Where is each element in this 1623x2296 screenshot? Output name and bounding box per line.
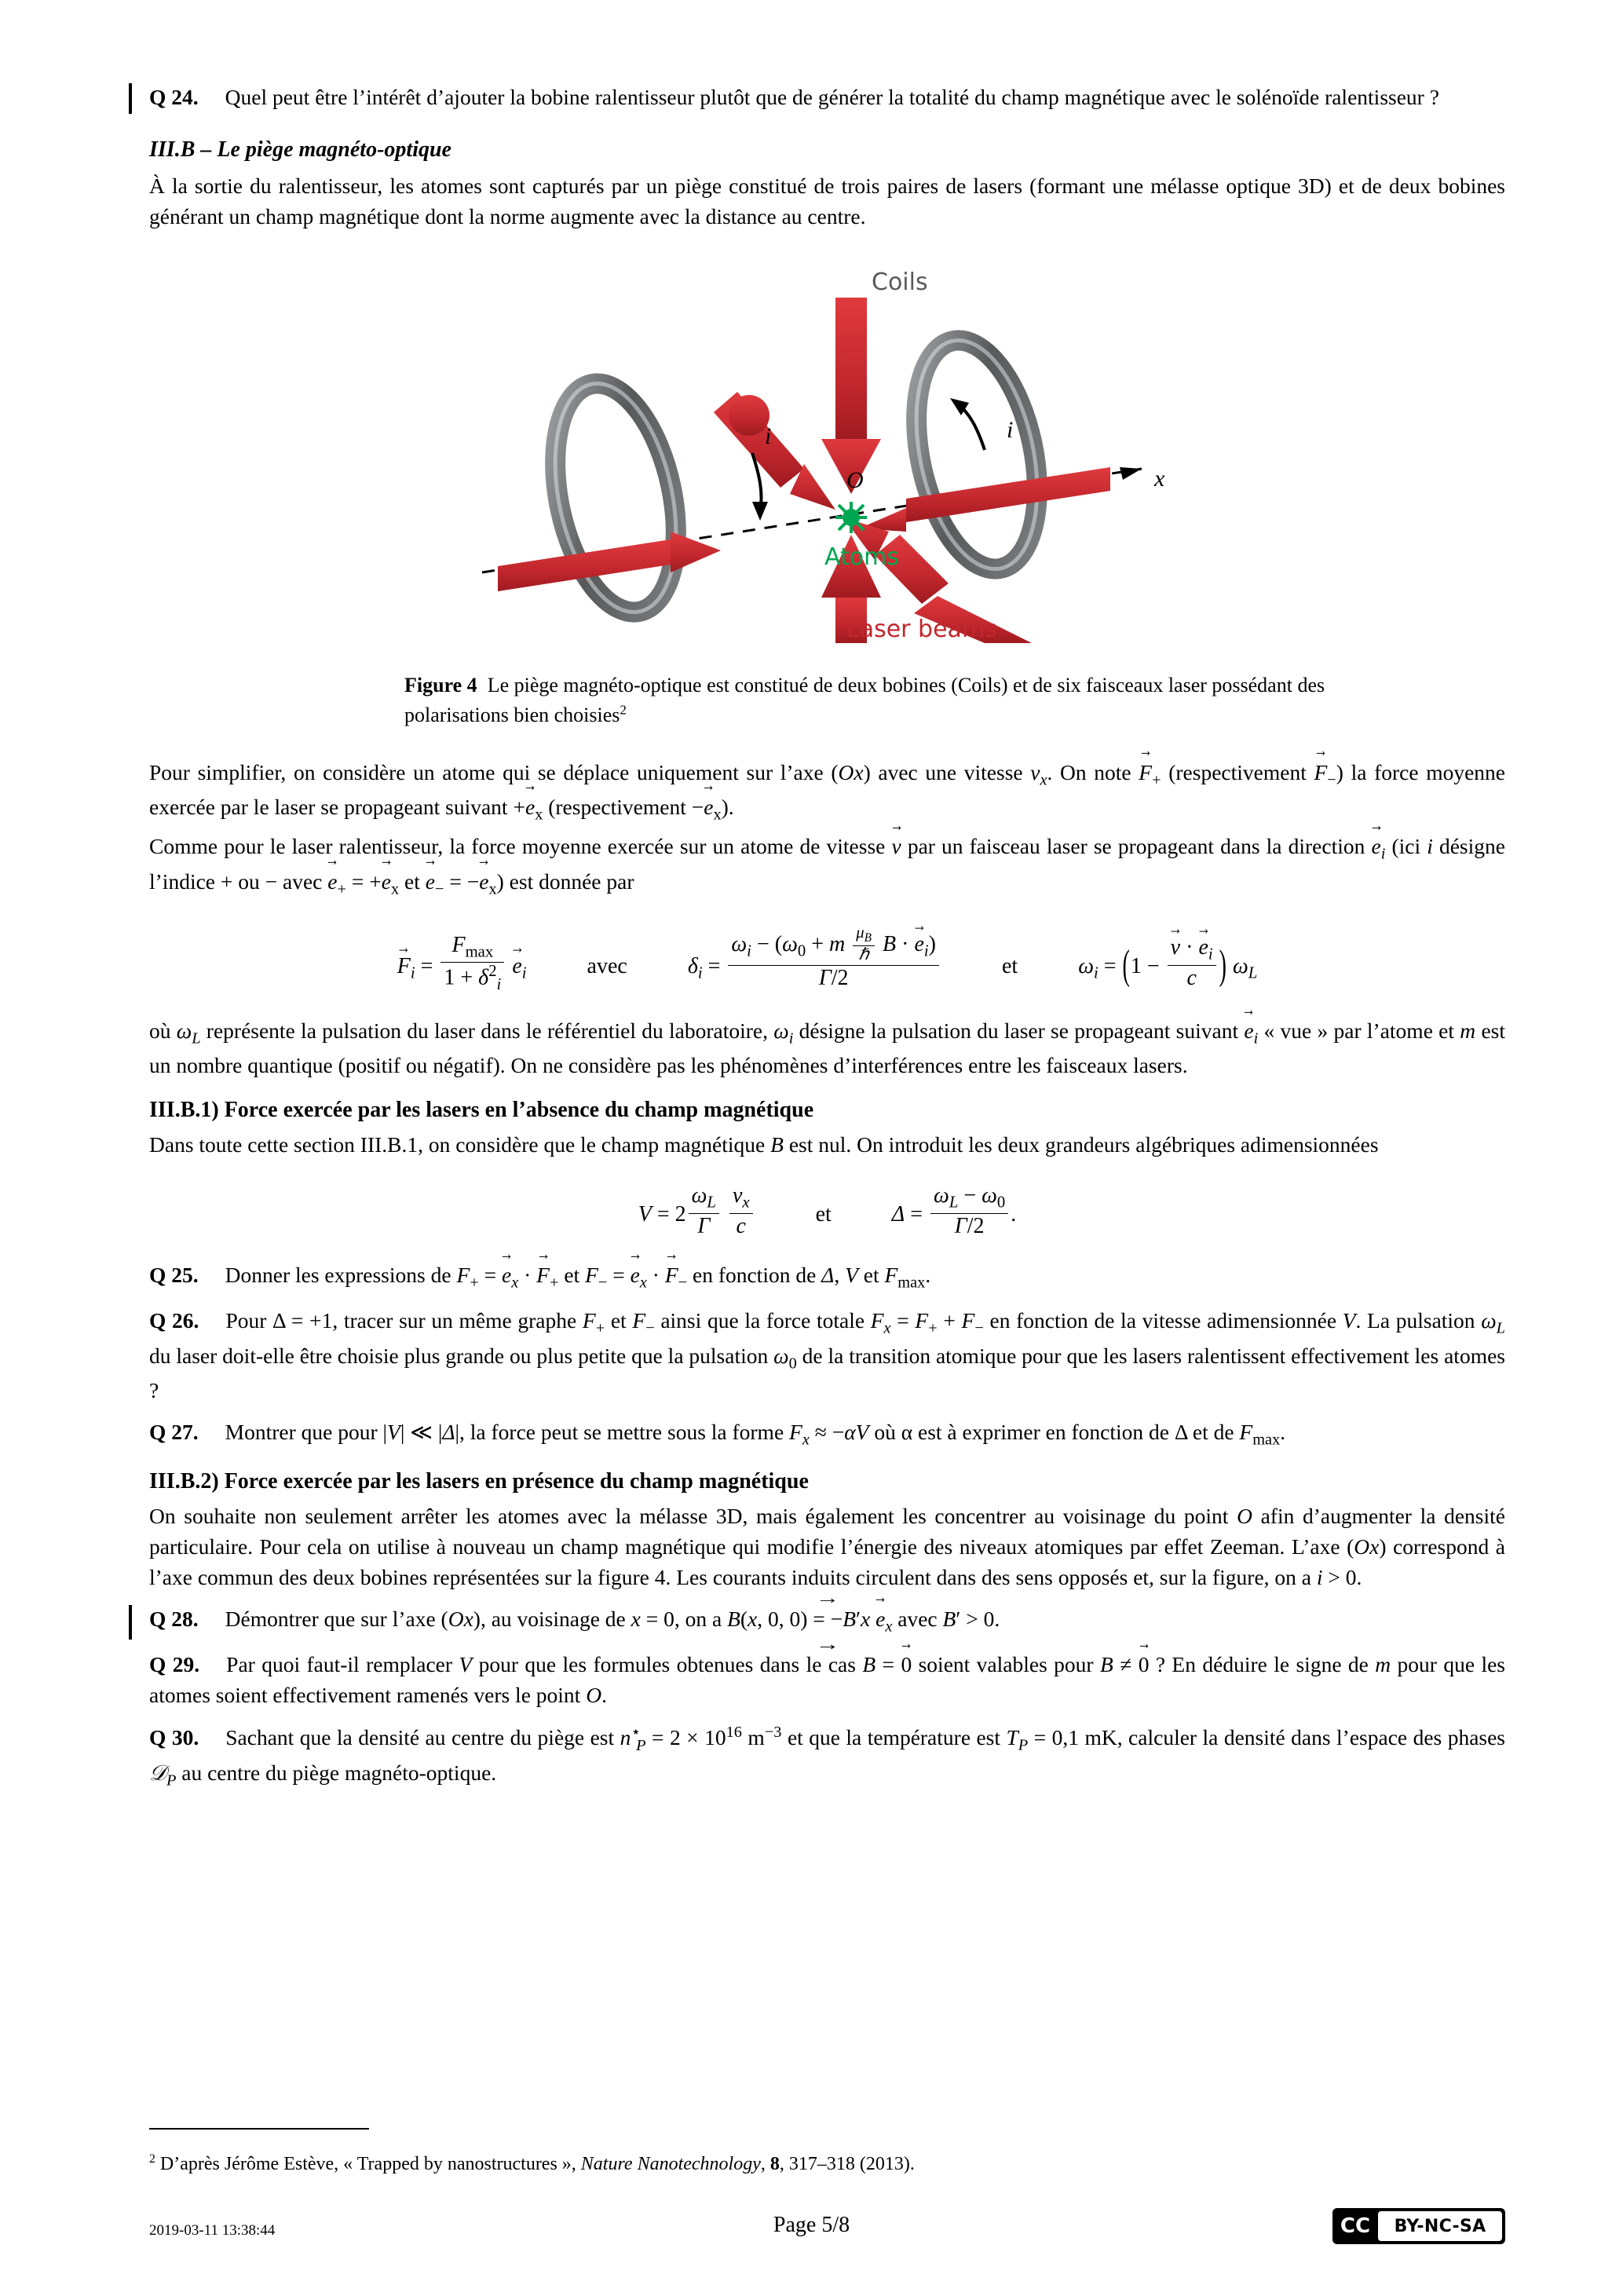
q25-1: Donner les expressions de [225, 1263, 457, 1288]
q27-1: Montrer que pour [225, 1420, 383, 1445]
footnote-text-2: , 317–318 (2013). [779, 2154, 915, 2175]
question-q29 [149, 1649, 1505, 1710]
pc-4: désigne l’indice + ou − avec [149, 834, 1505, 894]
question-q27-label: Q 27. [149, 1420, 199, 1445]
figure-4-number: Figure 4 [404, 674, 477, 697]
footnote-2: $^2$ D’après Jérôme Estève, « Trapped by nanostructures », Nature Nanotechnology, 8, 317–318 (2013). [149, 2152, 915, 2175]
ps-3: . On note [1047, 759, 1131, 784]
question-q29-text: Q 29. Par quoi faut-il remplacer V pour que les formules obtenues dans le cas B → = 0 → soient valables pour B → ≠ 0 → ? En déduire le signe de m pour que les atomes soient effectivement ramenés vers le point O. [149, 1649, 1505, 1710]
label-coils: Coils [871, 269, 928, 297]
ps-2: ) avec une vitesse [863, 759, 1031, 784]
footer-timestamp: 2019-03-11 13:38:44 [149, 2222, 276, 2239]
label-origin-O: O [846, 467, 864, 494]
po-1: où [149, 1018, 177, 1043]
po-5: est un nombre quantique (positif ou négatif). On ne considère pas les phénomènes d’interférences entre les faisceaux lasers. [149, 1018, 1505, 1078]
footer-page-number: Page 5/8 [773, 2213, 850, 2237]
question-q30-label: Q 30. [149, 1725, 199, 1750]
label-axis-x: x [1153, 466, 1164, 492]
laser-beam-diag-upper-left [714, 392, 835, 510]
pd-2: est nul. On introduit les deux grandeurs algébriques adimensionnées [783, 1132, 1379, 1157]
question-q29-label: Q 29. [149, 1652, 200, 1677]
q26-5: du laser doit-elle être choisie plus grande ou plus petite que la pulsation [149, 1343, 774, 1368]
question-q30-text: Q 30. Sachant que la densité au centre du piège est $n^⋆_P = 2 \times 10^{16}$ $m^{-3}$ et que la température est $T_P = 0,1$ mK, calculer la densité dans l’espace des phases 𝒟$_P$ au centre du piège magnéto-optique. [149, 1724, 1506, 1790]
q27-3: où α est à exprimer en fonction de Δ et de [868, 1420, 1240, 1445]
page-footer [0, 2208, 1623, 2255]
footnote-journal: Nature Nanotechnology [580, 2154, 761, 2175]
po-4: « vue » par l’atome et [1258, 1018, 1460, 1043]
question-q25-text: Q 25. Donner les expressions de $F_+ = e \to_x \cdot F \to_+$ et $F_- = e \to_x \cdot F \to_-$ en fonction de Δ, V et $F_{max}$. [149, 1260, 1505, 1294]
coil-right [897, 329, 1055, 579]
pc-2: par un faisceau laser se propageant dans la direction [901, 834, 1372, 859]
q26-2: ainsi que la force totale [654, 1308, 871, 1333]
pc-3: (ici [1385, 834, 1427, 859]
pc-5: ) est donnée par [496, 868, 634, 894]
question-q30 [149, 1721, 1505, 1792]
question-q25-label: Q 25. [149, 1263, 199, 1288]
figure-4-caption-text: Le piège magnéto-optique est constitué de deux bobines (Coils) et de six faisceaux laser possédant des polarisations bien choisies [404, 674, 1325, 726]
question-q28-text: Q 28. Démontrer que sur l’axe (Ox), au voisinage de x = 0, on a B →(x, 0, 0) = −B′x $e \to_x$ avec B′ > 0. [149, 1603, 1505, 1638]
equation-V-Delta: V = 2 $\frac{\omega_L}{\Gamma}$ $\frac{v_x}{c}$ et Δ = $\frac{\omega_L - \omega_0}{\Gamma/2}$ . [638, 1183, 1017, 1238]
subsection-heading-iiib1: III.B.1) Force exercée par les lasers en l’absence du champ magnétique [149, 1098, 814, 1123]
laser-beam-right [859, 467, 1110, 532]
q26-4: . La pulsation [1355, 1308, 1482, 1333]
question-q24-label: Q 24. [149, 85, 199, 109]
section-heading-iiib: III.B – Le piège magnéto-optique [149, 137, 451, 163]
change-bar [129, 83, 132, 114]
question-q26 [149, 1305, 1505, 1406]
axis-arrowhead [1120, 467, 1142, 480]
paragraph-on-souhaite: On souhaite non seulement arrêter les atomes avec la mélasse 3D, mais également les concentrer au voisinage du point O afin d’augmenter la densité particulaire. Pour cela on utilise à nouveau un champ magnétique qui modifie l’énergie des niveaux atomiques par effet Zeeman. L’axe (Ox) correspond à l’axe commun des deux bobines représentées sur la figure 4. Les courants induits circulent dans des sens opposés et, sur la figure, on a i > 0. [149, 1503, 1506, 1589]
license-badge [1332, 2208, 1505, 2244]
footnote-text-1: D’après Jérôme Estève, « Trapped by nanostructures », [159, 2154, 581, 2175]
pd-1: Dans toute cette section III.B.1, on considère que le champ magnétique [149, 1132, 771, 1157]
label-laser-beams: Laser beams [846, 616, 997, 644]
footnote-separator [149, 2128, 369, 2130]
coil-left [536, 372, 694, 623]
label-current-right: i [1006, 417, 1013, 444]
section-iiib-intro: À la sortie du ralentisseur, les atomes sont capturés par un piège constitué de trois paires de lasers (formant une mélasse optique 3D) et de deux bobines générant un champ magnétique dont la norme augmente avec la distance au centre. [149, 174, 1505, 229]
q25-2: en fonction de [687, 1263, 822, 1288]
question-q26-label: Q 26. [149, 1308, 199, 1333]
laser-beam-left [498, 532, 721, 591]
footnote-volume: 8 [769, 2154, 780, 2175]
q26-6: de la transition atomique pour que les lasers ralentissent effectivement les atomes ? [149, 1343, 1505, 1403]
question-q25 [149, 1260, 1505, 1294]
po-3: désigne la pulsation du laser se propageant suivant [793, 1018, 1245, 1043]
laser-beam-top [821, 298, 881, 494]
q26-1: Pour Δ = +1, tracer sur un même graphe [225, 1308, 583, 1333]
question-q28 [149, 1603, 1505, 1638]
q26-3: en fonction de la vitesse adimensionnée [983, 1308, 1343, 1333]
label-atoms: Atoms [824, 543, 899, 572]
figure-4-caption [404, 671, 1331, 729]
question-q26-text: Q 26. Pour Δ = +1, tracer sur un même graphe $F_+$ et $F_-$ ainsi que la force totale $F_x = F_+ + F_-$ en fonction de la vitesse adimensionnée V. La pulsation $\omega_L$ du laser doit-elle être choisie plus grande ou plus petite que la pulsation $\omega_0$ de la transition atomique pour que les lasers ralentissent effectivement les atomes ? [149, 1308, 1505, 1403]
license-terms: BY-NC-SA [1378, 2211, 1502, 2241]
ps-1: Pour simplifier, on considère un atome qui se déplace uniquement sur l’axe ( [149, 759, 839, 784]
figure-4-caption-footnote-marker: 2 [620, 702, 627, 718]
change-bar [129, 1605, 132, 1640]
footnote-marker: 2 [149, 2152, 155, 2166]
subsection-heading-iiib2: III.B.2) Force exercée par les lasers en présence du champ magnétique [149, 1468, 809, 1493]
paragraph-comme-pour: Comme pour le laser ralentisseur, la force moyenne exercée sur un atome de vitesse v → par un faisceau laser se propageant dans la direction $e \to_i$ (ici i désigne l’indice + ou − avec $e \to_+ = +e \to_x$ et $e \to_- = -e \to_x$) est donnée par [149, 831, 1505, 901]
equation-force-fi: $F \to_i$ = $\frac{F_{max}}{1 + \delta^2_i}$ $e \to_i$ avec $\delta_i$ = $\omega_i - (\omega_0 + m$ $\frac{\mu_B}{\text{ℏ}}$ B → · $e \to_i$) Γ/2 et $\omega_i = (1$ − $\frac{v \to \cdot e \to_i}{c}$ ) $\omega_L$ [149, 924, 1505, 995]
question-q27 [149, 1417, 1505, 1451]
pc-1: Comme pour le laser ralentisseur, la force moyenne exercée sur un atome de vitesse [149, 834, 892, 859]
atoms-cluster [835, 502, 867, 533]
paragraph-dans-toute: Dans toute cette section III.B.1, on considère que le champ magnétique B → est nul. On introduit les deux grandeurs algébriques adimensionnées [149, 1129, 1505, 1160]
q27-2: , la force peut se mettre sous la forme [459, 1420, 790, 1445]
label-current-left: i [764, 423, 771, 450]
paragraph-pour-simplifier: Pour simplifier, on considère un atome qui se déplace uniquement sur l’axe (Ox) avec une vitesse $v_x$. On note $F \to_+$ (respectivement $F \to_-$) la force moyenne exercée par le laser se propageant suivant $+e \to_x$ (respectivement $-e \to_x$). [149, 757, 1505, 827]
question-q27-text: Q 27. Montrer que pour |V| ≪ |Δ|, la force peut se mettre sous la forme $F_x \approx -\alpha V$ où α est à exprimer en fonction de Δ et de $F_{max}$. [149, 1420, 1286, 1449]
figure-4 [149, 258, 1505, 729]
question-q28-label: Q 28. [149, 1606, 199, 1631]
cc-icon: CC [1340, 2214, 1371, 2238]
paragraph-ou-omega-l: où $\omega_L$ représente la pulsation du laser dans le référentiel du laboratoire, $\omega_i$ désigne la pulsation du laser se propageant suivant $e \to_i$ « vue » par l’atome et m est un nombre quantique (positif ou négatif). On ne considère pas les phénomènes d’interférences entre les faisceaux lasers. [149, 1015, 1505, 1080]
question-q24 [149, 82, 1505, 112]
figure-4-graphic [149, 258, 1505, 647]
po-2: représente la pulsation du laser dans le référentiel du laboratoire, [200, 1018, 774, 1043]
mot-diagram-svg [435, 258, 1220, 643]
question-q24-text [149, 82, 1505, 112]
question-q24-body: Quel peut être l’intérêt d’ajouter la bobine ralentisseur plutôt que de générer la totalité du champ magnétique avec le solénoïde ralentisseur ? [225, 85, 1439, 109]
